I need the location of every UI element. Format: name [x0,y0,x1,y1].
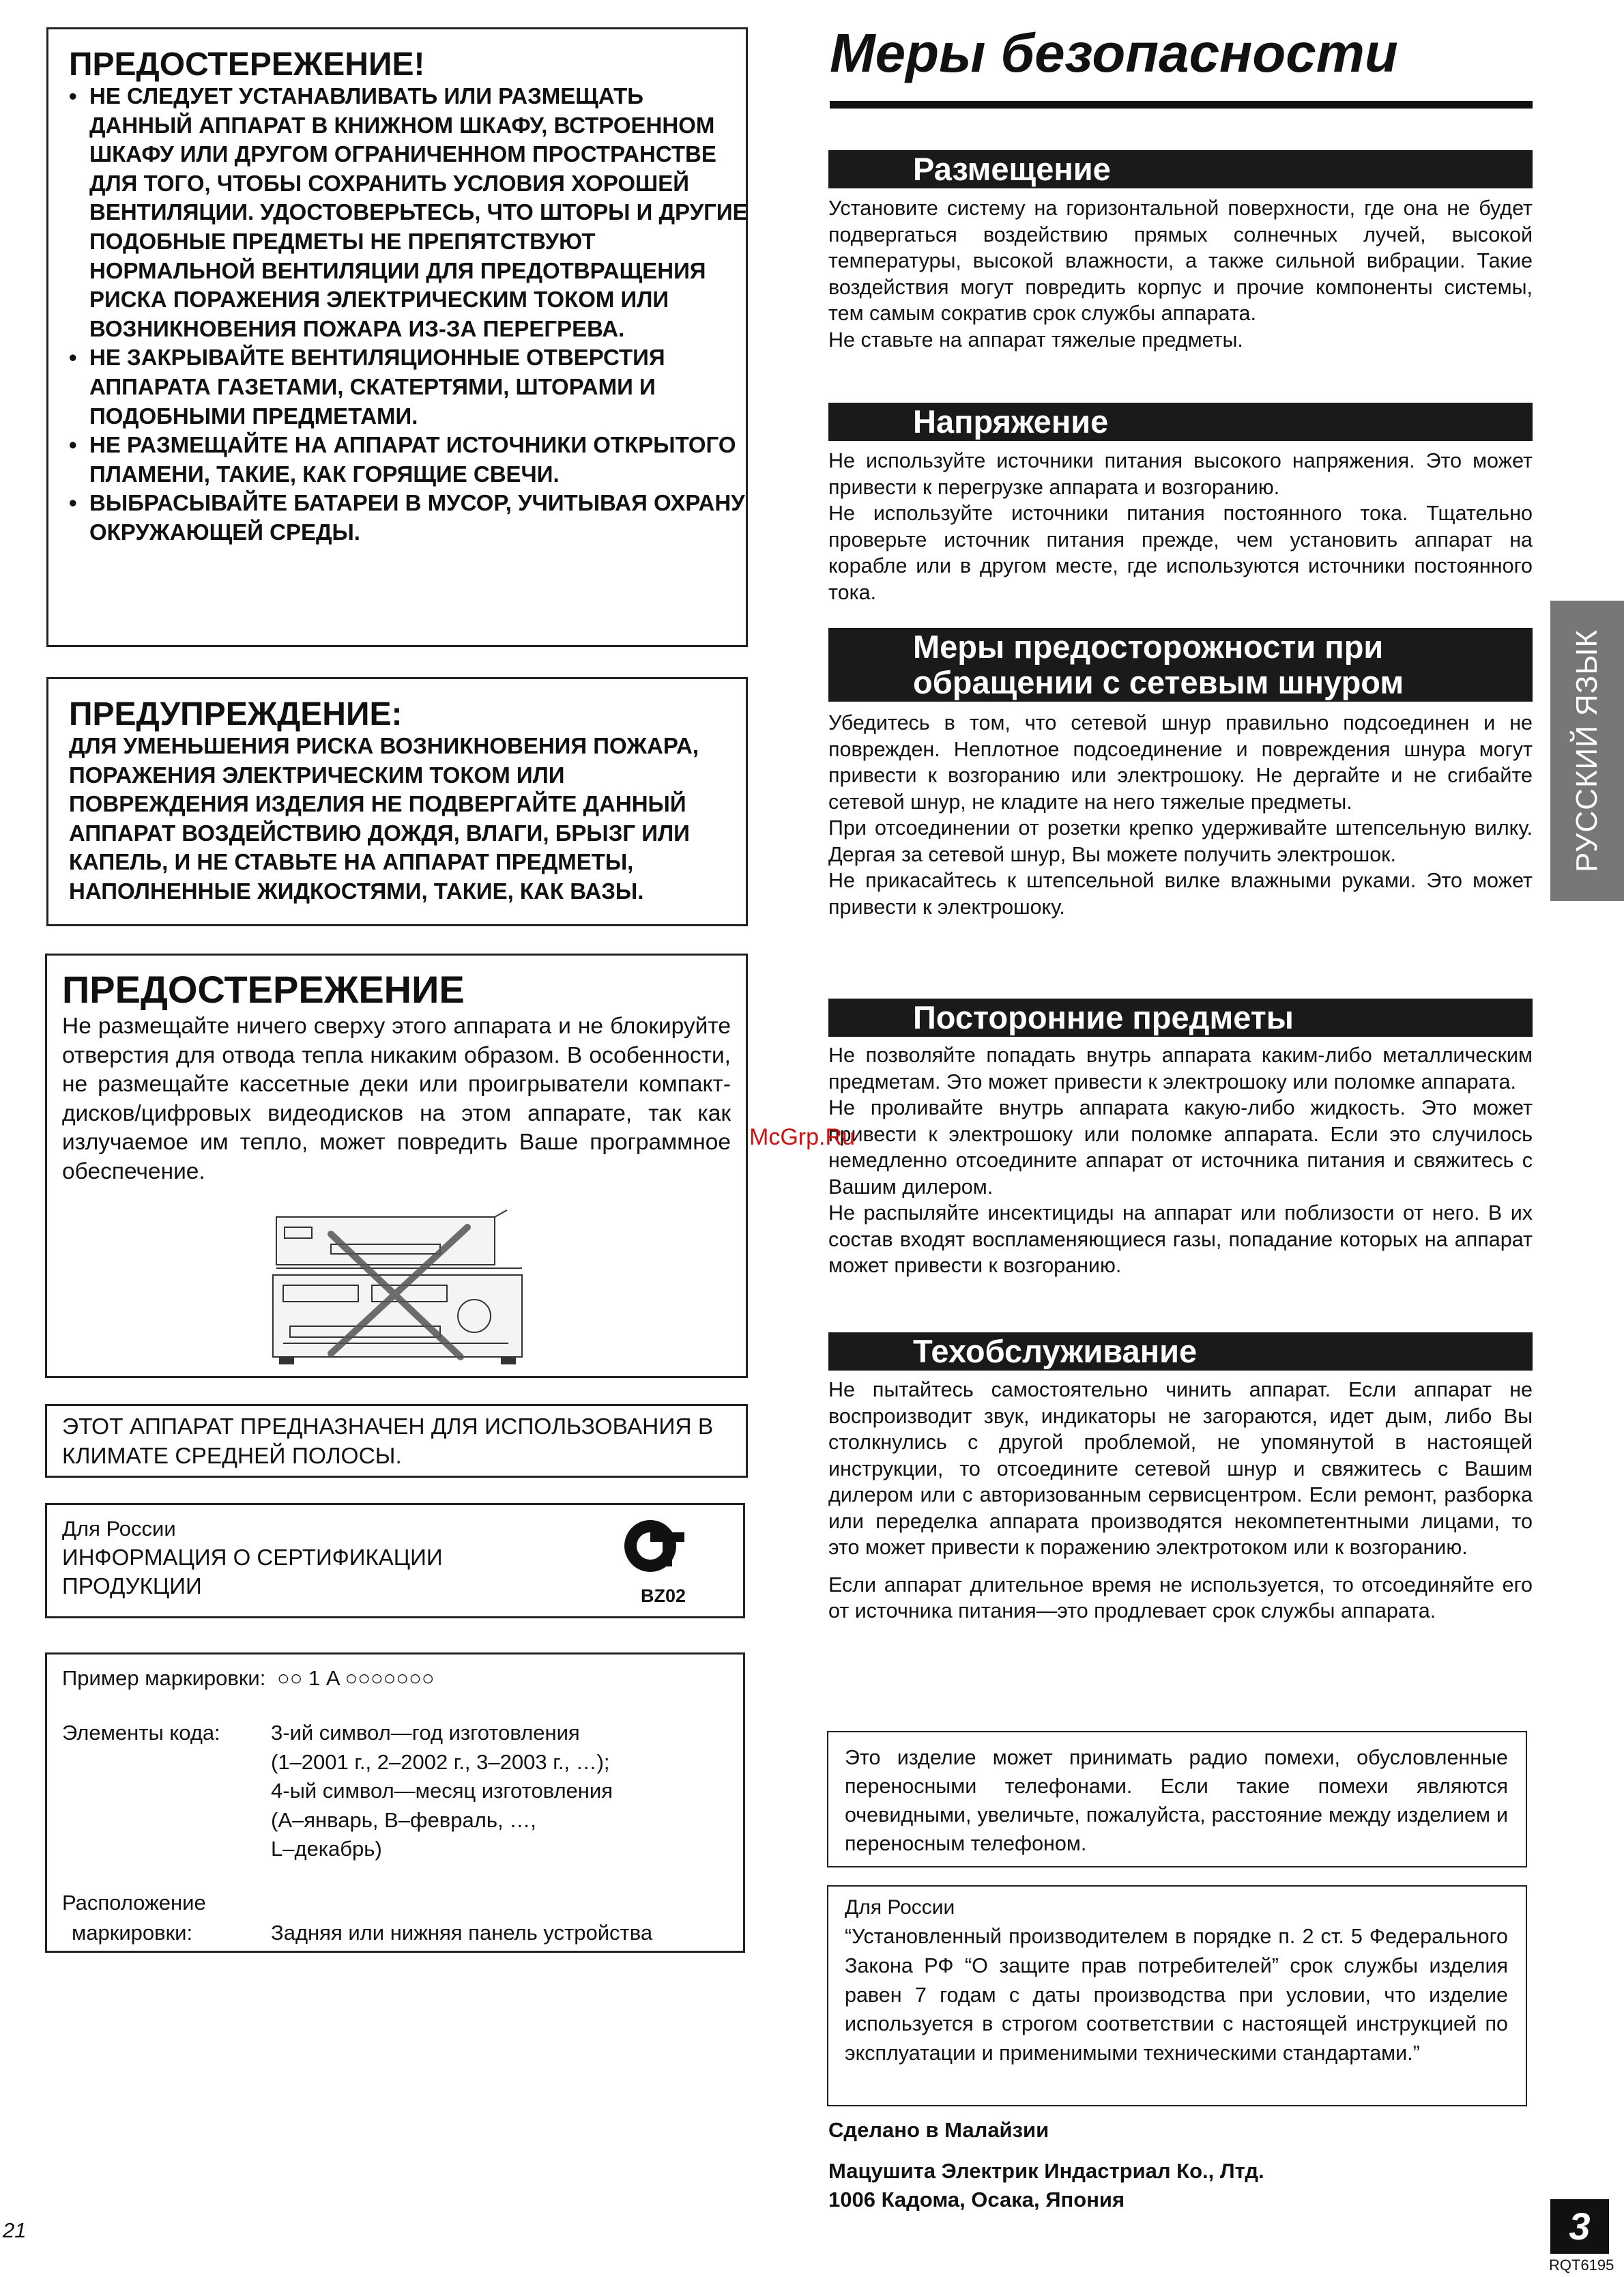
section-heading-placement: Размещение [828,150,1533,188]
site-watermark: McGrp.Ru [749,1124,855,1150]
code-line: 3-ий символ—год изготовления [271,1721,580,1745]
caution2-title: ПРЕДОСТЕРЕЖЕНИЕ [62,968,465,1011]
marking-location-value: Задняя или нижняя панель устройства [271,1921,653,1945]
caution-box-heat [45,954,748,1378]
section-power-cord-body [828,710,1533,920]
location-label-line1: Расположение [62,1891,206,1915]
company-name: Мацушита Электрик Индастриал Ко., Лтд. [828,2159,1264,2183]
paragraph: Не распыляйте инсектициды на аппарат или поблизости от него. В их состав входят воспламеняющиеся газы, попадание которых на аппарат может привести к возгоранию. [828,1201,1533,1277]
paragraph: Если аппарат длительное время не используется, то отсоединяйте его от источника питания—это продлевает срок службы аппарата. [828,1573,1533,1622]
title-rule [830,101,1533,109]
paragraph: Не прикасайтесь к штепсельной вилке влажными руками. Это может привести к электрошоку. [828,869,1533,919]
russia-law-text: “Установленный производителем в порядке п. 2 ст. 5 Федерального Закона РФ “О защите прав потребителей” срок службы изделия равен 7 годам с даты производства при условии, что изделие используется в строгом соответствии с настоящей инструкцией по эксплуатации и применимыми техническими стандартами.” [845,1925,1508,2065]
cert-code: BZ02 [641,1586,686,1606]
interference-box [827,1731,1527,1867]
page-number: 3 [1569,2205,1591,2248]
code-elements-list [271,1719,613,1864]
marking-location-label [62,1888,206,1948]
code-line: L–декабрь) [271,1837,382,1861]
made-in: Сделано в Малайзии [828,2118,1049,2142]
russia-law-box [827,1885,1527,2106]
interference-text: Это изделие может принимать радио помехи, обусловленные переносными телефонами. Если такие помехи являются очевидными, увеличьте, пожалуйста, расстояние между изделием и переносным телефоном. [845,1746,1508,1855]
warning-box [46,677,748,926]
caution-bullet: • ВЫБРАСЫВАЙТЕ БАТАРЕИ В МУСОР, УЧИТЫВАЯ ОХРАНУ ОКРУЖАЮЩЕЙ СРЕДЫ. [69,489,751,547]
section-heading-foreign-objects: Посторонние предметы [828,999,1533,1037]
paragraph: При отсоединении от розетки крепко удерживайте штепсельную вилку. Дергая за сетевой шнур, Вы можете получить электрошок. [828,816,1533,866]
caution-title: ПРЕДОСТЕРЕЖЕНИЕ! [69,46,425,83]
marking-box [45,1652,745,1953]
code-line: 4-ый символ—месяц изготовления [271,1779,613,1803]
heading-line: обращении с сетевым шнуром [913,664,1404,700]
page-number-badge [1550,2199,1609,2254]
section-voltage-body [828,448,1533,605]
warning-text: ДЛЯ УМЕНЬШЕНИЯ РИСКА ВОЗНИКНОВЕНИЯ ПОЖАРА, ПОРАЖЕНИЯ ЭЛЕКТРИЧЕСКИМ ТОКОМ ИЛИ ПОВРЕЖДЕНИЯ ИЗДЕЛИЯ НЕ ПОДВЕРГАЙТЕ ДАННЫЙ АППАРАТ ВОЗДЕЙСТВИЮ ДОЖДЯ, ВЛАГИ, БРЫЗГ ИЛИ КАПЕЛЬ, И НЕ СТАВЬТЕ НА АППАРАТ ПРЕДМЕТЫ, НАПОЛНЕННЫЕ ЖИДКОСТЯМИ, ТАКИЕ, КАК ВАЗЫ. [69,733,699,904]
code-elements-label: Элементы кода: [62,1721,220,1745]
paragraph: Не пытайтесь самостоятельно чинить аппарат. Если аппарат не воспроизводит звук, индикаторы не загораются, идет дым, либо Вы столкнулись с другой проблемой, не упомянутой в настоящей инструкции, то отсоедините сетевой шнур и свяжитесь с Вашим дилером или с авторизованным сервисцентром. Если ремонт, разборка или переделка аппарата производятся некомпетентными лицами, то это может привести к поражению электротоком или к возгоранию. [828,1378,1533,1559]
climate-text: ЭТОТ АППАРАТ ПРЕДНАЗНАЧЕН ДЛЯ ИСПОЛЬЗОВАНИЯ В КЛИМАТЕ СРЕДНЕЙ ПОЛОСЫ. [62,1414,714,1469]
cert-for-russia: Для России [62,1517,176,1541]
stacked-devices-illustration [270,1207,556,1371]
caution-bullet: • НЕ ЗАКРЫВАЙТЕ ВЕНТИЛЯЦИОННЫЕ ОТВЕРСТИЯ АППАРАТА ГАЗЕТАМИ, СКАТЕРТЯМИ, ШТОРАМИ И ПОДОБНЫМИ ПРЕДМЕТАМИ. [69,343,751,431]
caution-bullet: • НЕ РАЗМЕЩАЙТЕ НА АППАРАТ ИСТОЧНИКИ ОТКРЫТОГО ПЛАМЕНИ, ТАКИЕ, КАК ГОРЯЩИЕ СВЕЧИ. [69,431,751,489]
caution-bullet: • НЕ СЛЕДУЕТ УСТАНАВЛИВАТЬ ИЛИ РАЗМЕЩАТЬ ДАННЫЙ АППАРАТ В КНИЖНОМ ШКАФУ, ВСТРОЕННОМ ШКАФУ ИЛИ ДРУГОМ ОГРАНИЧЕННОМ ПРОСТРАНСТВЕ ДЛЯ ТОГО, ЧТОБЫ СОХРАНИТЬ УСЛОВИЯ ХОРОШЕЙ ВЕНТИЛЯЦИИ. УДОСТОВЕРЬТЕСЬ, ЧТО ШТОРЫ И ДРУГИЕ ПОДОБНЫЕ ПРЕДМЕТЫ НЕ ПРЕПЯТСТВУЮТ НОРМАЛЬНОЙ ВЕНТИЛЯЦИИ ДЛЯ ПРЕДОТВРАЩЕНИЯ РИСКА ПОРАЖЕНИЯ ЭЛЕКТРИЧЕСКИМ ТОКОМ ИЛИ ВОЗНИКНОВЕНИЯ ПОЖАРА ИЗ-ЗА ПЕРЕГРЕВА. [69,82,751,343]
marking-example-value: ○○ 1 A ○○○○○○○ [277,1666,435,1690]
page-title: Меры безопасности [830,23,1398,83]
caution2-text: Не размещайте ничего сверху этого аппарата и не блокируйте отверстия для отвода тепла никаким образом. В особенности, не размещайте кассетные деки или проигрыватели компакт-дисков/цифровых видеодисков на этом аппарате, так как излучаемое им тепло, может повредить Ваше программное обеспечение. [62,1014,731,1184]
heading-line: Меры предосторожности при [913,629,1384,665]
paragraph: Не ставьте на аппарат тяжелые предметы. [828,328,1243,352]
caution-bullet-list [69,82,751,547]
section-heading-power-cord [828,628,1533,702]
section-placement-body [828,195,1533,353]
location-label-line2: маркировки: [72,1921,193,1945]
paragraph: Убедитесь в том, что сетевой шнур правильно подсоединен и не поврежден. Неплотное подсоединение и повреждения шнура могут привести к возгоранию или электрошоку. Не дергайте и не сгибайте сетевой шнур, не кладите на него тяжелые предметы. [828,711,1533,814]
marking-example [62,1664,435,1693]
language-tab-label: РУССКИЙ ЯЗЫК [1570,629,1604,872]
paragraph: Не используйте источники питания высокого напряжения. Это может привести к перегрузке аппарата и возгоранию. [828,449,1533,499]
paragraph: Не позволяйте попадать внутрь аппарата каким-либо металлическим предметам. Это может привести к электрошоку или поломке аппарата. [828,1044,1533,1093]
code-line: (1–2001 г., 2–2002 г., 3–2003 г., …); [271,1749,610,1774]
company-address: 1006 Кадома, Осака, Япония [828,2188,1125,2211]
certification-box [45,1503,745,1618]
russia-law-label: Для России [845,1896,955,1919]
cert-info-line: ИНФОРМАЦИЯ О СЕРТИФИКАЦИИ [62,1545,443,1570]
section-heading-maintenance: Техобслуживание [828,1332,1533,1371]
certification-text [62,1515,443,1601]
left-page-number: 21 [3,2218,27,2242]
section-foreign-objects-body [828,1042,1533,1279]
caution-box-ventilation [46,27,748,647]
section-maintenance-body [828,1377,1533,1624]
paragraph: Не проливайте внутрь аппарата какую-либо жидкость. Это может привести к электрошоку или поломке аппарата. Если это случилось немедленно отсоедините аппарат от источника питания и свяжитесь с Вашим дилером. [828,1096,1533,1199]
pct-certification-logo [620,1513,688,1581]
cert-product-line: ПРОДУКЦИИ [62,1573,202,1599]
language-side-tab [1550,601,1624,901]
document-code: RQT6195 [1549,2257,1614,2274]
code-line: (A–январь, B–февраль, …, [271,1807,536,1832]
paragraph: Не используйте источники питания постоянного тока. Тщательно проверьте источник питания прежде, чем установить аппарат на корабле или в другом месте, где используются источники постоянного тока. [828,502,1533,604]
section-heading-voltage: Напряжение [828,403,1533,441]
warning-title: ПРЕДУПРЕЖДЕНИЕ: [69,696,403,732]
marking-example-label: Пример маркировки: [62,1666,266,1690]
paragraph: Установите систему на горизонтальной поверхности, где она не будет подвергаться воздействию прямых солнечных лучей, высокой температуры, высокой влажности, а также сильной вибрации. Такие воздействия могут повредить корпус и прочие компоненты системы, тем самым сократив срок службы аппарата. [828,197,1533,325]
climate-box [45,1404,748,1478]
